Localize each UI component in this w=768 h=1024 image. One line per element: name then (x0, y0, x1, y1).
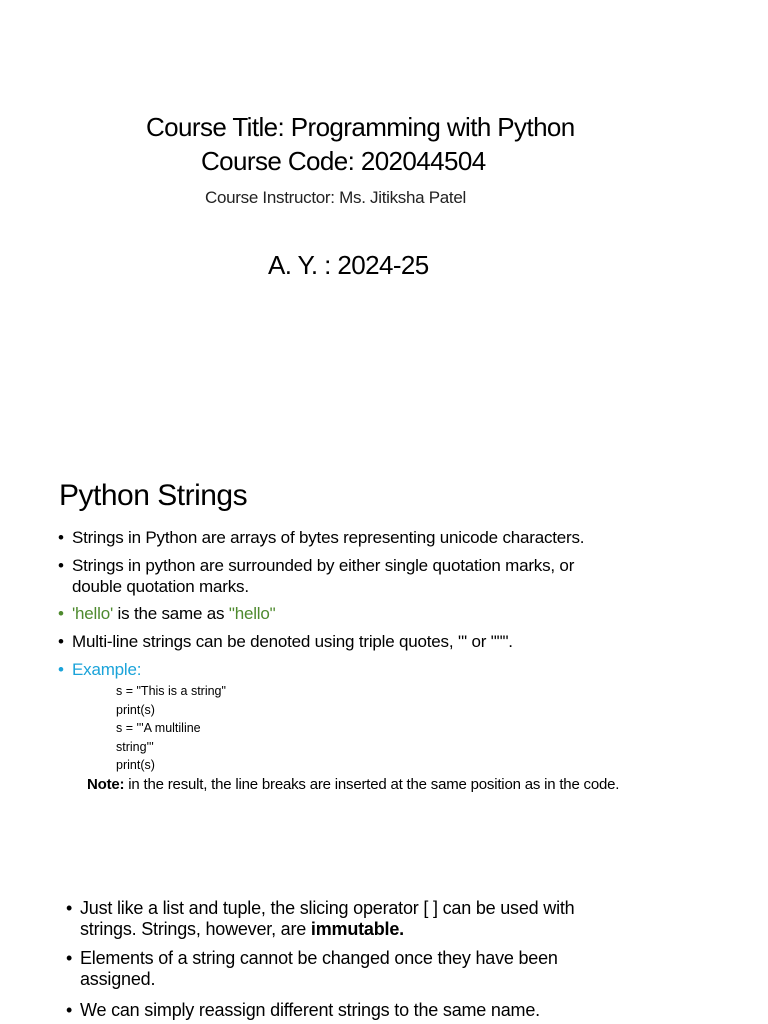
bullet-text-continued (80, 919, 404, 940)
course-title: Course Title: Programming with Python (146, 112, 575, 142)
bullet-text: Multi-line strings can be denoted using triple quotes, ''' or """. (72, 632, 513, 651)
bullet-text: We can simply reassign different strings to the same name. (80, 1000, 540, 1020)
bullet-text-continued: double quotation marks. (72, 577, 249, 596)
bullet-item (58, 603, 275, 624)
bullet-icon: • (58, 660, 64, 679)
bullet-text: Just like a list and tuple, the slicing operator [ ] can be used with (80, 898, 575, 918)
bullet-text: Strings in python are surrounded by either single quotation marks, or (72, 556, 575, 575)
slide-title: Python Strings (59, 479, 248, 512)
bullet-icon: • (66, 1000, 73, 1020)
bullet-text: strings. Strings, however, are (80, 919, 311, 939)
code-line: s = "This is a string" (116, 684, 226, 698)
bullet-icon: • (58, 604, 64, 623)
hello-double-quote: "hello" (228, 604, 276, 623)
academic-year: A. Y. : 2024-25 (268, 250, 429, 280)
code-line: string''' (116, 739, 154, 754)
bullet-text: Strings in Python are arrays of bytes representing unicode characters. (72, 528, 585, 547)
note-label: Note: (87, 776, 125, 793)
note-text: in the result, the line breaks are inserted at the same position as in the code. (124, 776, 620, 793)
bullet-text: Elements of a string cannot be changed once they have been (80, 948, 558, 968)
code-line: print(s) (116, 702, 155, 717)
code-line: print(s) (116, 758, 155, 773)
code-example (116, 682, 226, 775)
bullet-item (66, 1000, 540, 1021)
bullet-item (58, 631, 513, 652)
bullet-icon: • (66, 898, 73, 918)
hello-single-quote: 'hello' (72, 604, 114, 623)
example-label: Example: (72, 660, 142, 679)
bullet-icon: • (58, 632, 64, 651)
bullet-item (58, 527, 584, 548)
note (87, 776, 619, 793)
bullet-item (66, 898, 574, 919)
bullet-item (58, 555, 574, 576)
bullet-icon: • (58, 556, 64, 575)
course-instructor: Course Instructor: Ms. Jitiksha Patel (205, 188, 466, 207)
code-line: s = '''A multiline (116, 721, 201, 736)
bullet-icon: • (66, 948, 73, 968)
bullet-text: is the same as (113, 604, 229, 623)
bullet-item (58, 659, 141, 680)
immutable-emphasis: immutable. (310, 919, 404, 939)
bullet-icon: • (58, 528, 64, 547)
bullet-text-continued: assigned. (80, 969, 156, 989)
course-code: Course Code: 202044504 (201, 146, 486, 176)
bullet-item (66, 948, 558, 969)
